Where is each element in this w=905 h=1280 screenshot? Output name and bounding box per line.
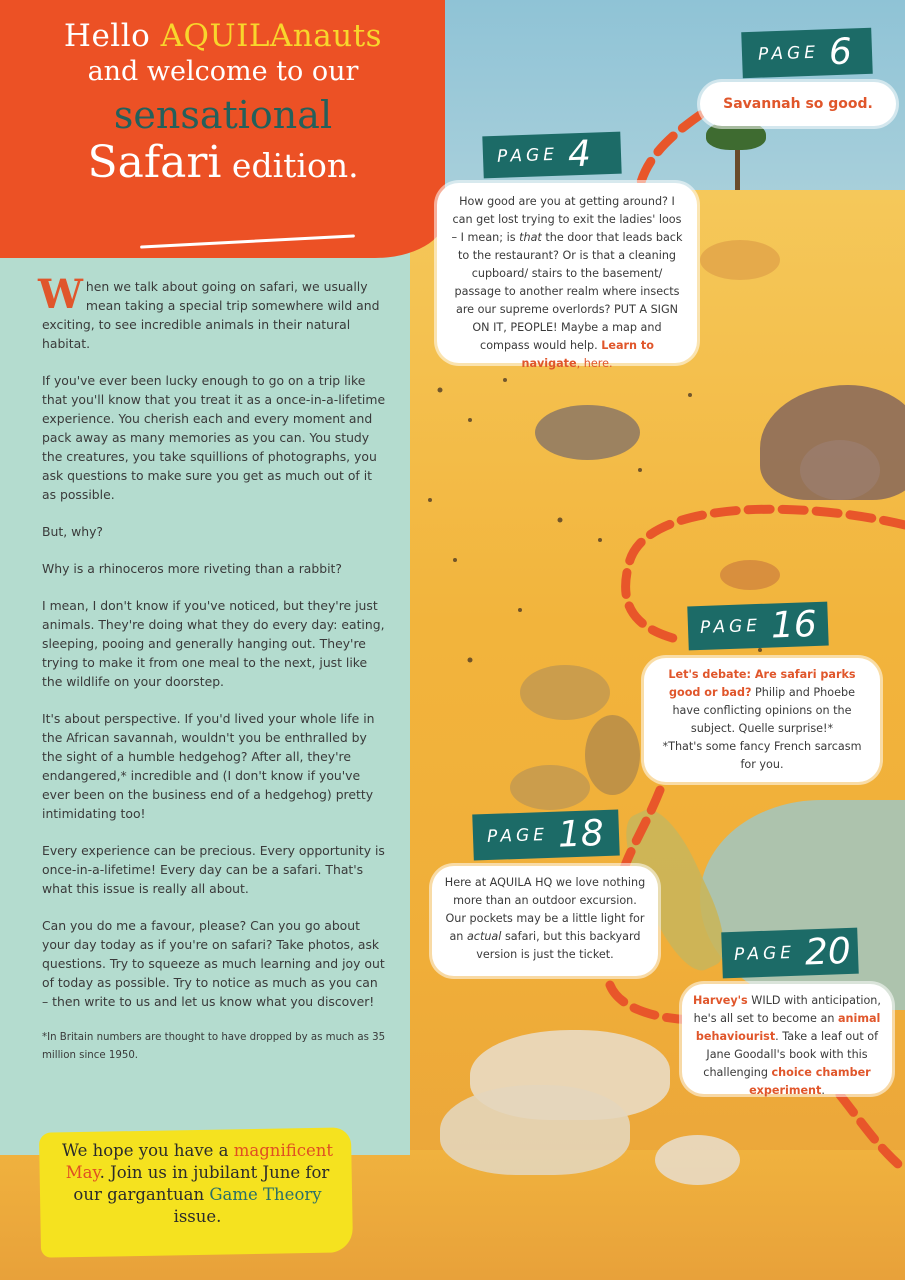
page-6-blurb[interactable]: Savannah so good. <box>700 82 896 126</box>
title-safari: Safari <box>87 137 222 188</box>
paragraph: But, why? <box>42 524 103 539</box>
page-16-tag[interactable]: PAGE 16 <box>687 602 828 651</box>
title-line-2: and welcome to our <box>87 56 359 87</box>
aquilanauts-highlight: AQUILAnauts <box>160 18 383 54</box>
drop-cap: W <box>38 271 83 318</box>
animal-behaviourist-link[interactable]: animal behaviourist <box>695 1012 881 1043</box>
page-title: Hello AQUILAnauts and welcome to our sensational Safari edition. <box>18 18 428 193</box>
page-18-blurb[interactable]: Here at AQUILA HQ we love nothing more than an outdoor excursion. Our pockets may be a little light for an actual safari, but this backyard version is just the ticket. <box>432 866 658 976</box>
paragraph: When we talk about going on safari, we usually mean taking a special trip somewhere wild and exciting, to see incredible animals in their natural habitat. <box>38 271 380 351</box>
page-20-tag[interactable]: PAGE 20 <box>721 928 859 979</box>
footnote: *In Britain numbers are thought to have dropped by as much as 35 million since 1950. <box>42 1032 386 1061</box>
paragraph: I mean, I don't know if you've noticed, but they're just animals. They're doing what they do every day: eating, sleeping, pooing and generally hanging out. They're trying to make it from one meal to the next, just like the wildlife on your doorstep. <box>42 598 385 689</box>
closing-note: We hope you have a magnificent May. Join us in jubilant June for our gargantuan Game Theory issue. <box>62 1141 333 1226</box>
title-line-3: sensational <box>113 93 333 137</box>
paragraph: It's about perspective. If you'd lived your whole life in the African savannah, wouldn't you be enthralled by the sight of a humble hedgehog? After all, they're endangered,* incredible and (I don't know if you've ever been on the business end of a hedgehog) pretty intimidating too! <box>42 711 375 821</box>
safari-debate-link[interactable]: Let's debate: Are safari parks good or bad? <box>668 668 856 699</box>
page-20-blurb[interactable]: Harvey's WILD with anticipation, he's all set to become an animal behaviourist. Take a leaf out of Jane Goodall's book with this challenging choice chamber experiment. <box>682 984 892 1094</box>
page-4-tag[interactable]: PAGE 4 <box>482 132 621 179</box>
page-4-blurb[interactable]: How good are you at getting around? I can get lost trying to exit the ladies' loos – I mean; is that the door that leads back to the restaurant? Or is that a cleaning cupboard/ stairs to the basement/ passage to another realm where insects are our supreme overlords? PUT A SIGN ON IT, PEOPLE! Maybe a map and compass would help. Learn to navigate, here. <box>437 183 697 363</box>
paragraph: Why is a rhinoceros more riveting than a rabbit? <box>42 561 342 576</box>
page-18-tag[interactable]: PAGE 18 <box>472 809 620 860</box>
paragraph: Can you do me a favour, please? Can you go about your day today as if you're on safari? Take photos, ask questions. Try to squeeze as much learning and joy out of today as possible. Try to notice as much as you can – then write to us and let us know what you discover! <box>42 918 385 1009</box>
paragraph: Every experience can be precious. Every opportunity is once-in-a-lifetime! Every day can be a safari. That's what this issue is really all about. <box>42 843 385 896</box>
paragraph: If you've ever been lucky enough to go on a trip like that you'll know that you treat it as a once-in-a-lifetime experience. You cherish each and every moment and pack away as many memories as you can. You study the creatures, you take squillions of photographs, you ask questions to make sure you get as much out of it as possible. <box>42 373 386 502</box>
page-6-tag[interactable]: PAGE 6 <box>741 28 873 79</box>
learn-to-navigate-link[interactable]: Learn to navigate <box>521 339 654 370</box>
editorial-body <box>38 271 387 1083</box>
choice-chamber-link[interactable]: choice chamber experiment <box>749 1066 871 1097</box>
page-16-blurb[interactable]: Let's debate: Are safari parks good or bad? Philip and Phoebe have conflicting opinions on the subject. Quelle surprise!* *That's some fancy French sarcasm for you. <box>644 658 880 782</box>
